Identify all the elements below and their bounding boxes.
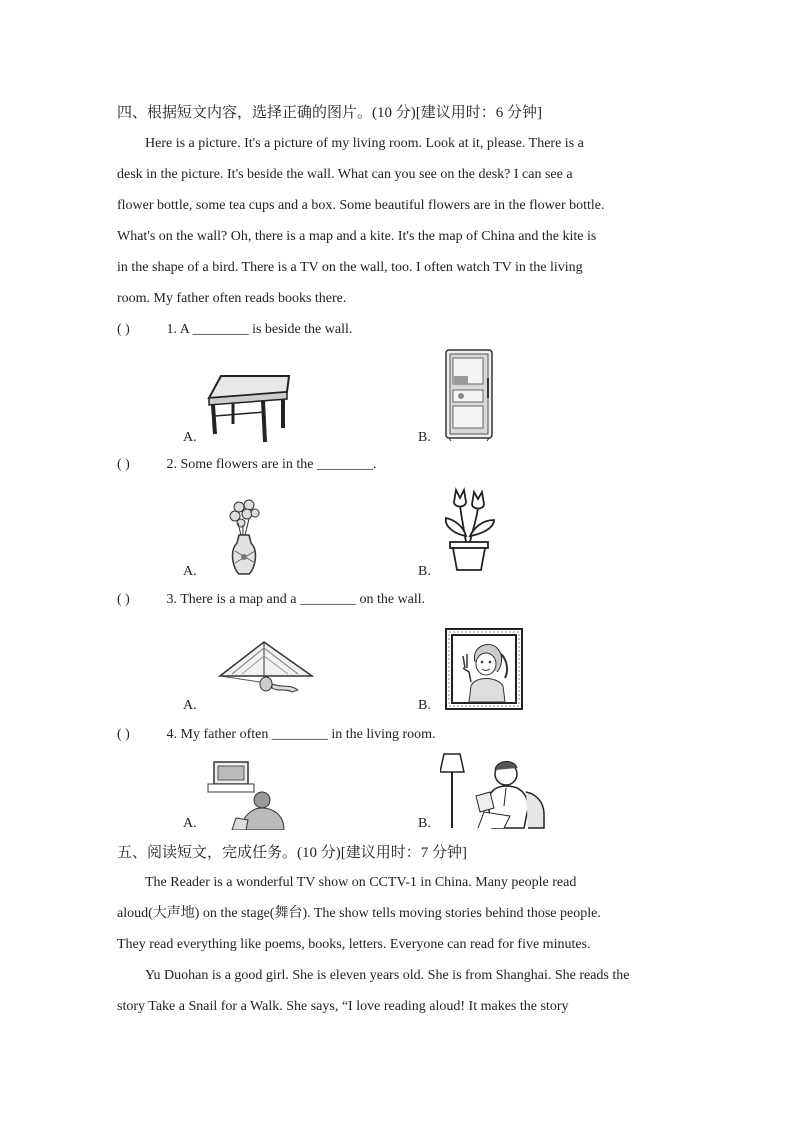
framed-photo-icon[interactable] (445, 628, 523, 710)
option-a-label: A. (183, 564, 197, 579)
option-a-label: A. (183, 816, 197, 831)
question-3 (117, 592, 425, 608)
question-2-text: 2. Some flowers are in the ________. (166, 457, 377, 472)
passage-line: room. My father often reads books there. (117, 291, 347, 306)
section4-passage (117, 128, 677, 314)
reading-man-icon[interactable] (440, 752, 548, 830)
answer-blank-4[interactable]: ( ) (117, 727, 130, 742)
question-1-text: 1. A ________ is beside the wall. (166, 322, 353, 337)
section5-passage (117, 867, 677, 1022)
question-1 (117, 322, 352, 338)
option-a-label: A. (183, 430, 197, 445)
passage-line: desk in the picture. It's beside the wall. What can you see on the desk? I can see a (117, 167, 573, 182)
passage-line: Yu Duohan is a good girl. She is eleven years old. She is from Shanghai. She reads the (145, 968, 630, 983)
fridge-icon[interactable] (443, 348, 495, 442)
answer-blank-3[interactable]: ( ) (117, 592, 130, 607)
desk-icon[interactable] (205, 372, 295, 444)
passage-line: aloud(大声地) on the stage(舞台). The show tells moving stories behind those people. (117, 906, 601, 921)
question-2 (117, 457, 376, 473)
flower-pot-icon[interactable] (440, 486, 498, 574)
passage-line: What's on the wall? Oh, there is a map and a kite. It's the map of China and the kite is (117, 229, 597, 244)
passage-line: They read everything like poems, books, letters. Everyone can read for five minutes. (117, 937, 591, 952)
option-b-label: B. (418, 698, 431, 713)
passage-line: in the shape of a bird. There is a TV on the wall, too. I often watch TV in the living (117, 260, 583, 275)
option-a-label: A. (183, 698, 197, 713)
flower-vase-icon[interactable] (225, 499, 265, 577)
option-b-label: B. (418, 430, 431, 445)
option-b-label: B. (418, 816, 431, 831)
question-4-text: 4. My father often ________ in the living room. (166, 727, 436, 742)
watching-tv-icon[interactable] (206, 758, 286, 830)
option-b-label: B. (418, 564, 431, 579)
section5-title: 五、阅读短文，完成任务。(10 分)[建议用时：7 分钟] (117, 845, 467, 861)
question-4 (117, 727, 436, 743)
question-3-text: 3. There is a map and a ________ on the wall. (166, 592, 426, 607)
passage-line: Here is a picture. It's a picture of my living room. Look at it, please. There is a (145, 136, 584, 151)
passage-line: flower bottle, some tea cups and a box. Some beautiful flowers are in the flower bottle. (117, 198, 605, 213)
passage-line: story Take a Snail for a Walk. She says, “I love reading aloud! It makes the story (117, 999, 569, 1014)
kite-icon[interactable] (218, 638, 314, 696)
answer-blank-1[interactable]: ( ) (117, 322, 130, 337)
section4-title: 四、根据短文内容，选择正确的图片。(10 分)[建议用时：6 分钟] (117, 105, 542, 121)
passage-line: The Reader is a wonderful TV show on CCTV-1 in China. Many people read (145, 875, 577, 890)
answer-blank-2[interactable]: ( ) (117, 457, 130, 472)
